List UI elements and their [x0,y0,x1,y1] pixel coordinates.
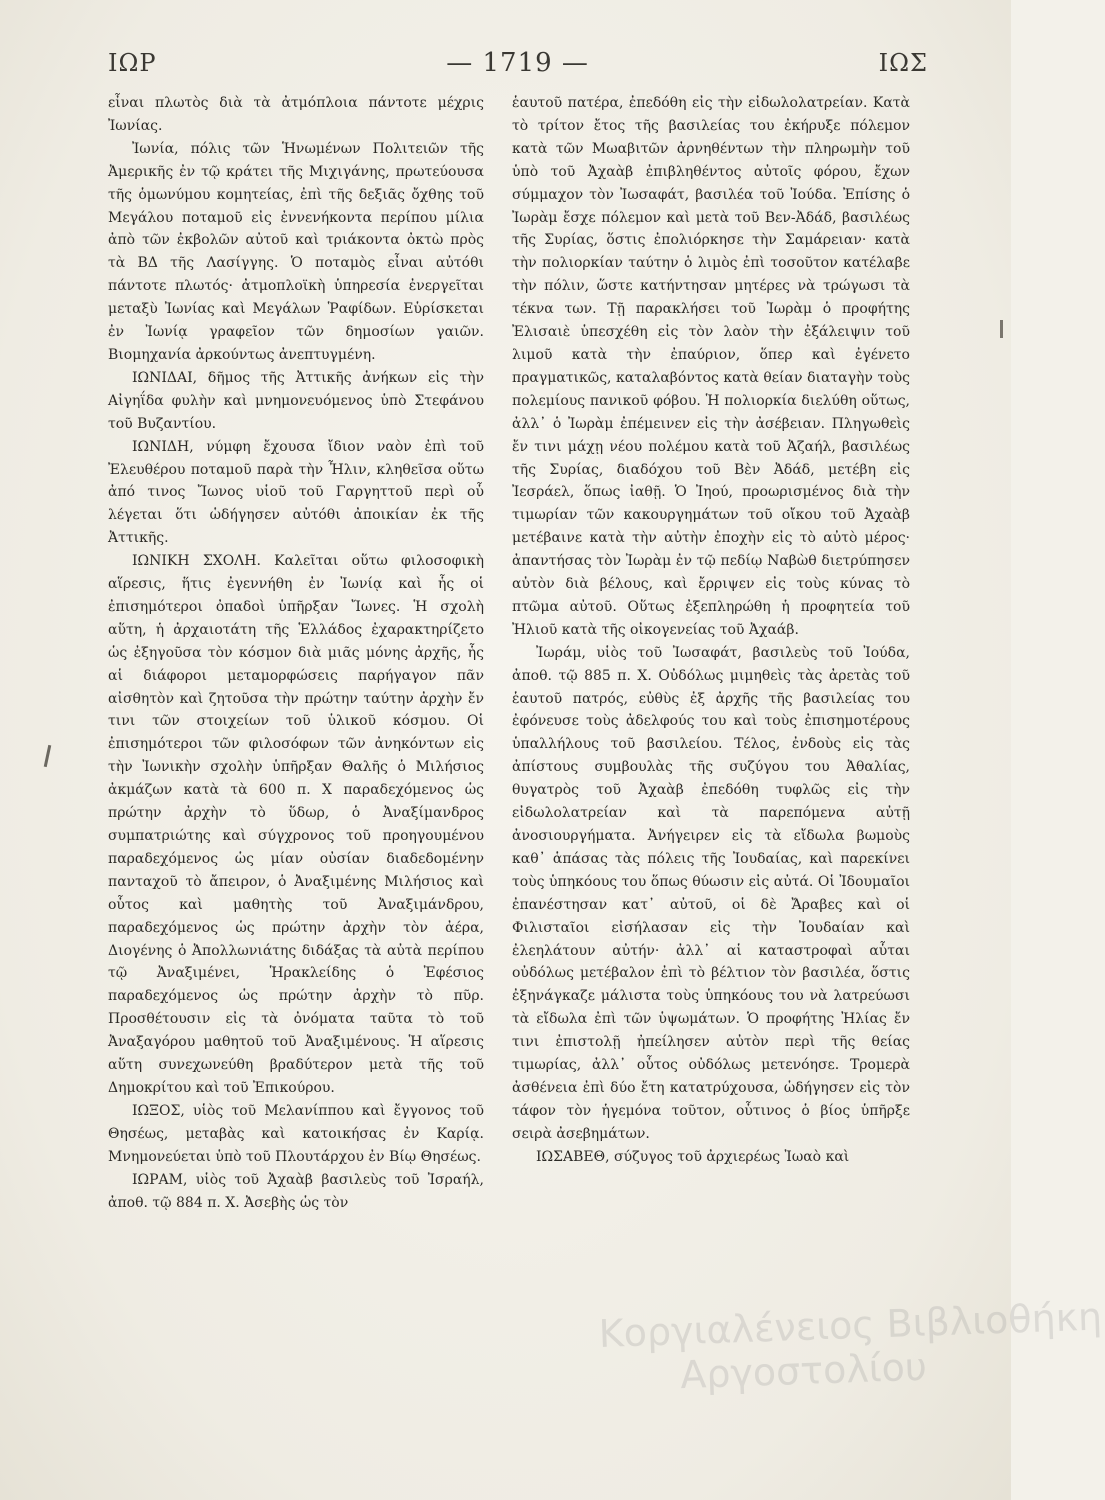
entry-iosabeth: ΙΩΣΑΒΕΘ, σύζυγος τοῦ ἀρχιερέως Ἰωαὸ καὶ [536,1148,850,1165]
left-column [108,92,484,1214]
watermark-line: Κοργιαλένειος Βιβλιοθήκη [598,1294,1103,1356]
entry-ionia: Ἰωνία, πόλις τῶν Ἡνωμένων Πολιτειῶν τῆς Ἀμερικῆς ἐν τῷ κράτει τῆς Μιχιγάνης, πρωτεύουσα τῆς ὁμωνύμου κομητείας, ἐπὶ τῆς δεξιᾶς ὄχθης τοῦ Μεγάλου ποταμοῦ εἰς ἐννενήκοντα περίπου μίλια ἀπὸ τῶν ἐκβολῶν αὐτοῦ καὶ τριάκοντα ὀκτὼ πρὸς τὰ ΒΔ τῆς Λασίγγης. Ὁ ποταμὸς εἶναι αὐτόθι πάντοτε πλωτός· ἀτμοπλοϊκὴ ὑπηρεσία ἐνεργεῖται μεταξὺ Ἰωνίας καὶ Μεγάλων Ῥαφίδων. Εὑρίσκεται ἐν Ἰωνίᾳ γραφεῖον τῶν δημοσίων γαιῶν. Βιομηχανία ἀρκούντως ἀνεπτυγμένη. [108,140,484,363]
entry-ionide: ΙΩΝΙΔΗ, νύμφη ἔχουσα ἴδιον ναὸν ἐπὶ τοῦ Ἐλευθέρου ποταμοῦ παρὰ τὴν Ἦλιν, κληθεῖσα οὕτω ἀπό τινος Ἴωνος υἱοῦ τοῦ Γαργηττοῦ περὶ οὗ λέγεται ὅτι ὡδήγησεν αὐτόθι ἀποικίαν ἐκ τῆς Ἀττικῆς. [108,438,484,547]
entry-ioxos: ΙΩΞΟΣ, υἱὸς τοῦ Μελανίππου καὶ ἔγγονος τοῦ Θησέως, μεταβὰς καὶ κατοικήσας ἐν Καρίᾳ. Μνημονεύεται ὑπὸ τοῦ Πλουτάρχου ἐν Βίῳ Θησέως. [108,1102,484,1165]
right-column [512,92,910,1169]
entry-ioram: ΙΩΡΑΜ, υἱὸς τοῦ Ἀχαὰβ βασιλεὺς τοῦ Ἰσραήλ, ἀποθ. τῷ 884 π. Χ. Ἀσεβὴς ὡς τὸν [108,1171,484,1211]
page-header [108,38,928,88]
paragraph: ἑαυτοῦ πατέρα, ἐπεδόθη εἰς τὴν εἰδωλολατρείαν. Κατὰ τὸ τρίτον ἔτος τῆς βασιλείας του ἐκήρυξε πόλεμον κατὰ τῶν Μωαβιτῶν ἀρνηθέντων τὴν πληρωμὴν τοῦ ὑπὸ τοῦ Ἀχαὰβ ἐπιβληθέντος αὐτοῖς φόρου, ἔχων σύμμαχον τὸν Ἰωσαφάτ, βασιλέα τοῦ Ἰούδα. Ἐπίσης ὁ Ἰωρὰμ ἔσχε πόλεμον καὶ μετὰ τοῦ Βεν-Ἀδάδ, βασιλέως τῆς Συρίας, ὅστις ἐπολιόρκησε τὴν Σαμάρειαν· κατὰ τὴν πολιορκίαν ταύτην ὁ λιμὸς ἐπὶ τοσοῦτον κατέλαβε τὴν πόλιν, ὥστε κατήντησαν μητέρες νὰ τρώγωσι τὰ τέκνα των. Τῇ παρακλήσει τοῦ Ἰωρὰμ ὁ προφήτης Ἐλισαιὲ ὑπεσχέθη εἰς τὸν λαὸν τὴν ἐξάλειψιν τοῦ λιμοῦ κατὰ τὴν ἐπαύριον, ὅπερ καὶ ἐγένετο πραγματικῶς, καταλαβόντος κατὰ θείαν διαταγὴν τοὺς πολεμίους πανικοῦ φόβου. Ἡ πολιορκία διελύθη οὕτως, ἀλλ᾽ ὁ Ἰωρὰμ ἐπέμεινεν εἰς τὴν ἀσέβειαν. Πληγωθεὶς ἔν τινι μάχῃ νέου πολέμου κατὰ τοῦ Ἀζαήλ, βασιλέως τῆς Συρίας, διαδόχου τοῦ Βὲν Ἀδάδ, μετέβη εἰς Ἰεσράελ, ὅπως ἰαθῇ. Ὁ Ἰηού, προωρισμένος διὰ τὴν τιμωρίαν τῶν κακουργημάτων τοῦ οἴκου τοῦ Ἀχαὰβ μετέβαινε κατὰ τὴν αὐτὴν ἐποχὴν εἰς τὸ αὐτὸ μέρος· ἀπαντήσας τὸν Ἰωρὰμ ἐν τῷ πεδίῳ Ναβὼθ διετρύπησεν αὐτὸν διὰ βέλους, καὶ ἔρριψεν εἰς τοὺς κύνας τὸ πτῶμα αὐτοῦ. Οὕτως ἐξεπληρώθη ἡ προφητεία τοῦ Ἠλιοῦ κατὰ τῆς οἰκογενείας τοῦ Ἀχαάβ. [512,95,910,638]
header-left-keyword: ΙΩΡ [108,49,157,77]
library-watermark [598,1294,1103,1432]
entry-ioram-judah: Ἰωράμ, υἱὸς τοῦ Ἰωσαφάτ, βασιλεὺς τοῦ Ἰούδα, ἀποθ. τῷ 885 π. Χ. Οὐδόλως μιμηθεὶς τὰς ἀρετὰς τοῦ ἑαυτοῦ πατρός, εὐθὺς ἐξ ἀρχῆς τῆς βασιλείας του ἐφόνευσε τοὺς ἀδελφούς του καὶ τοὺς ἐπισημοτέρους ὑπαλλήλους τοῦ βασιλείου. Τέλος, ἐνδοὺς εἰς τὰς ἀπίστους συμβουλὰς τῆς συζύγου του Ἀθαλίας, θυγατρὸς τοῦ Ἀχαὰβ ἐπεδόθη τυφλῶς εἰς τὴν εἰδωλολατρείαν καὶ τὰ παρεπόμενα αὐτῇ ἀνοσιουργήματα. Ἀνήγειρεν εἰς τὰ εἴδωλα βωμοὺς καθ᾽ ἁπάσας τὰς πόλεις τῆς Ἰουδαίας, καὶ παρεκίνει τοὺς ὑπηκόους του ὅπως θύωσιν εἰς αὐτά. Οἱ Ἰδουμαῖοι ἐπανέστησαν κατ᾽ αὐτοῦ, οἱ δὲ Ἄραβες καὶ οἱ Φιλισταῖοι εἰσήλασαν εἰς τὴν Ἰουδαίαν καὶ ἐλεηλάτουν αὐτήν· ἀλλ᾽ αἱ καταστροφαὶ αὗται οὐδόλως μετέβαλον ἐπὶ τὸ βέλτιον τὸν βασιλέα, ὅστις ἐξηνάγκαζε μάλιστα τοὺς ὑπηκόους του νὰ λατρεύωσι τὰ εἴδωλα ἐπὶ τῶν ὑψωμάτων. Ὁ προφήτης Ἠλίας ἔν τινι ἐπιστολῇ ἠπείλησεν αὐτὸν περὶ τῆς θείας τιμωρίας, ἀλλ᾽ οὗτος οὐδόλως μετενόησε. Τρομερὰ ἀσθένεια ἐπὶ δύο ἔτη κατατρύχουσα, ὡδήγησεν εἰς τὸν τάφον τὸν ἡγεμόνα τοῦτον, οὗτινος ὁ βίος ὑπῆρξε σειρὰ ἀσεβημάτων. [512,644,910,1142]
page-number: — 1719 — [446,48,589,78]
header-right-keyword: ΙΩΣ [878,49,928,77]
margin-mark [1000,320,1003,338]
watermark-line: Αργοστολίου [679,1344,928,1398]
margin-mark [44,745,52,767]
entry-ionidai: ΙΩΝΙΔΑΙ, δῆμος τῆς Ἀττικῆς ἀνήκων εἰς τὴν Αἰγηΐδα φυλὴν καὶ μνημονευόμενος ὑπὸ Στεφάνου τοῦ Βυζαντίου. [108,369,484,432]
paragraph: εἶναι πλωτὸς διὰ τὰ ἀτμόπλοια πάντοτε μέχρις Ἰωνίας. [108,95,484,134]
entry-ioniki-scholi: ΙΩΝΙΚΗ ΣΧΟΛΗ. Καλεῖται οὕτω φιλοσοφικὴ αἵρεσις, ἥτις ἐγεννήθη ἐν Ἰωνίᾳ καὶ ἧς οἱ ἐπισημότεροι ὀπαδοὶ ὑπῆρξαν Ἴωνες. Ἡ σχολὴ αὕτη, ἡ ἀρχαιοτάτη τῆς Ἑλλάδος ἐχαρακτηρίζετο ὡς ἐξηγοῦσα τὸν κόσμον διὰ μιᾶς μόνης ἀρχῆς, ἧς αἱ διάφοροι μεταμορφώσεις παρήγαγον πᾶν αἰσθητὸν καὶ ζητοῦσα τὴν πρώτην ταύτην ἀρχὴν ἔν τινι τῶν στοιχείων τοῦ ὑλικοῦ κόσμου. Οἱ ἐπισημότεροι τῶν φιλοσόφων τῶν ἀνηκόντων εἰς τὴν Ἰωνικὴν σχολὴν ὑπῆρξαν Θαλῆς ὁ Μιλήσιος ἀκμάζων κατὰ τὰ 600 π. Χ παραδεχόμενος ὡς πρώτην ἀρχὴν τὸ ὕδωρ, ὁ Ἀναξίμανδρος συμπατριώτης καὶ σύγχρονος τοῦ προηγουμένου παραδεχόμενος ὡς μίαν οὐσίαν διαδεδομένην πανταχοῦ τὸ ἄπειρον, ὁ Ἀναξιμένης Μιλήσιος καὶ οὗτος καὶ μαθητὴς τοῦ Ἀναξιμάνδρου, παραδεχόμενος ὡς πρώτην ἀρχὴν τὸν ἀέρα, Διογένης ὁ Ἀπολλωνιάτης διδάξας τὰ αὐτὰ περίπου τῷ Ἀναξιμένει, Ἡρακλείδης ὁ Ἐφέσιος παραδεχόμενος ὡς πρώτην ἀρχὴν τὸ πῦρ. Προσθέτουσιν εἰς τὰ ὀνόματα ταῦτα τὸ τοῦ Ἀναξαγόρου μαθητοῦ τοῦ Ἀναξιμένους. Ἡ αἵρεσις αὕτη συνεχωνεύθη βραδύτερον μετὰ τῆς τοῦ Δημοκρίτου καὶ τοῦ Ἐπικούρου. [108,553,484,1096]
